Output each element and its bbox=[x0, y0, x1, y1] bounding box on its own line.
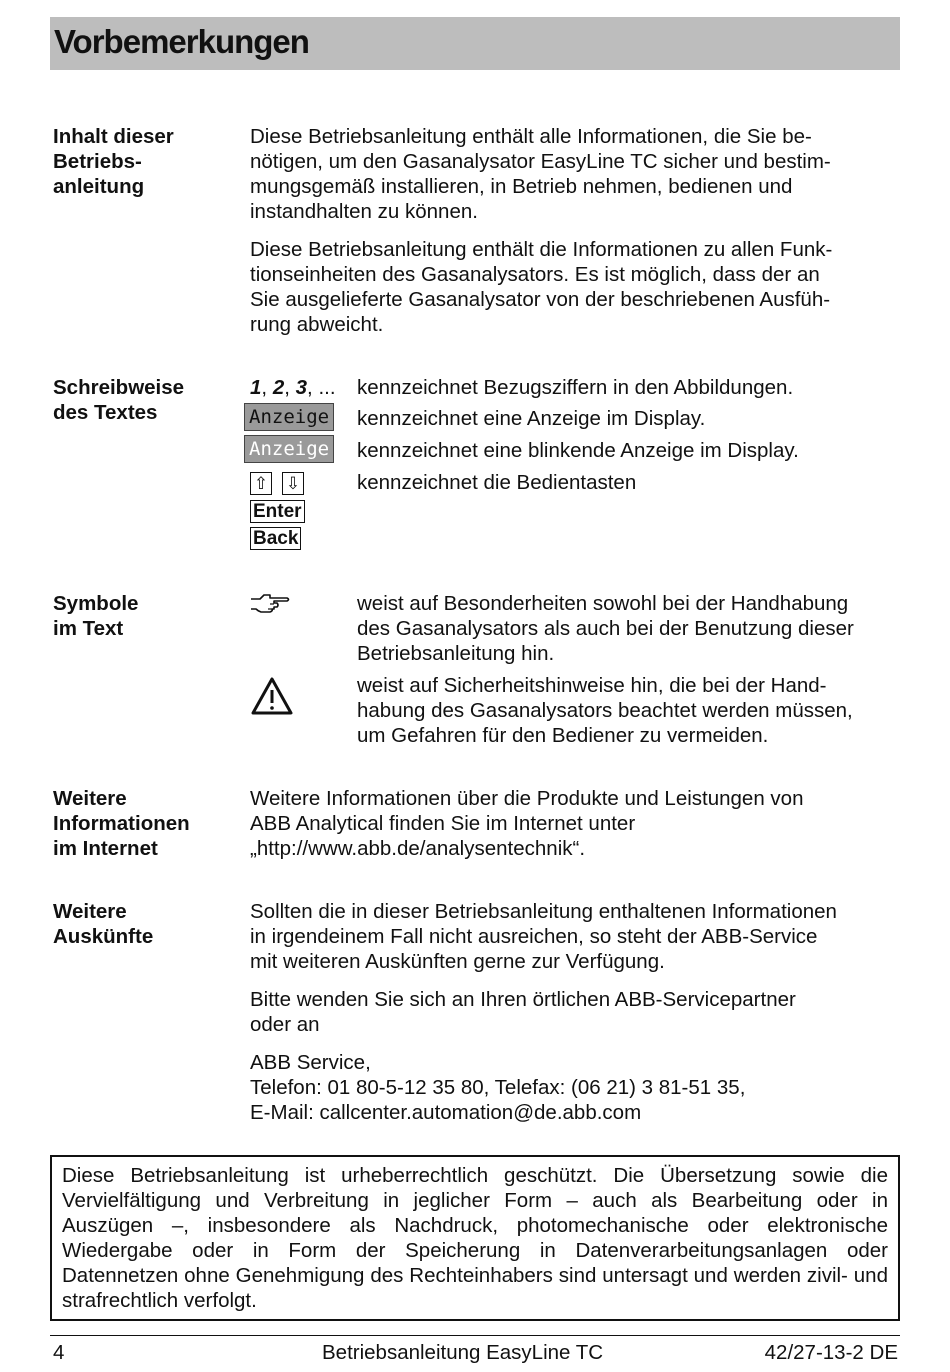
paragraph: Sollten die in dieser Betriebsanleitung enthaltenen Informationen in irgendeinem Fall nicht ausreichen, so steht der ABB-Service mit weiteren Auskünften gerne zur Verfügung. bbox=[250, 900, 837, 973]
warning-row bbox=[250, 673, 905, 753]
footer-doc-title: Betriebsanleitung EasyLine TC bbox=[322, 1341, 604, 1364]
section-body bbox=[250, 786, 905, 874]
section-label: Weitere Auskünfte bbox=[53, 900, 154, 948]
copyright-notice: Diese Betriebsanleitung ist urheberrechtlich geschützt. Die Übersetzung sowie die Vervielfältigung und Verbreitung in jeglicher Form – auch als Bearbeitung oder in Auszügen –, insbesondere als Nachdruck, photomechanische oder elektronische Wiedergabe oder in Form der Speicherung in Datenverarbeitungsanlagen oder Datennetzen ohne Genehmigung des Rechteinhabers sind untersagt und werden zivil- und strafrechtlich verfolgt. bbox=[50, 1155, 900, 1321]
display-row bbox=[250, 406, 905, 438]
pointing-hand-icon bbox=[250, 591, 350, 621]
paragraph: Diese Betriebsanleitung enthält die Informationen zu allen Funk- tionseinheiten des Gasanalysators. Es ist möglich, dass der an Sie ausgelieferte Gasanalysator von der beschriebenen Ausfüh- rung abweicht. bbox=[250, 238, 833, 336]
section-label: Symbole im Text bbox=[53, 592, 139, 640]
hint-description: weist auf Besonderheiten sowohl bei der Handhabung des Gasanalysators als auch bei der Benutzung dieser Betriebsanleitung hin. bbox=[357, 592, 854, 665]
section-body bbox=[250, 591, 905, 753]
title-bar bbox=[50, 17, 900, 70]
row-description: kennzeichnet Bezugsziffern in den Abbildungen. bbox=[357, 376, 794, 399]
footer-divider bbox=[50, 1335, 900, 1336]
blink-display-sample: Anzeige bbox=[244, 435, 334, 463]
keys-group bbox=[250, 470, 350, 552]
page-number: 4 bbox=[53, 1341, 65, 1364]
section-body bbox=[250, 899, 905, 1138]
numbers-row bbox=[250, 375, 905, 406]
page-title: Vorbemerkungen bbox=[54, 23, 309, 60]
row-description: kennzeichnet eine blinkende Anzeige im Display. bbox=[357, 439, 799, 462]
paragraph: Bitte wenden Sie sich an Ihren örtlichen ABB-Servicepartner oder an bbox=[250, 988, 796, 1036]
warning-description: weist auf Sicherheitshinweise hin, die bei der Hand- habung des Gasanalysators beachtet werden müssen, um Gefahren für den Bediener zu vermeiden. bbox=[357, 674, 853, 747]
paragraph: Weitere Informationen über die Produkte und Leistungen von ABB Analytical finden Sie im Internet unter „http://www.abb.de/analysentechnik“. bbox=[250, 787, 804, 860]
warning-triangle-icon bbox=[250, 676, 350, 722]
paragraph: Diese Betriebsanleitung enthält alle Informationen, die Sie be- nötigen, um den Gasanalysator EasyLine TC sicher und bestim- mungsgemäß installieren, in Betrieb nehmen, bedienen und instandhalten zu können. bbox=[250, 125, 831, 223]
section-body bbox=[250, 375, 905, 560]
enter-key-icon: Enter bbox=[250, 500, 305, 523]
reference-numbers: 1, 2, 3, ... bbox=[250, 376, 336, 399]
footer-doc-code: 42/27-13-2 DE bbox=[764, 1341, 898, 1364]
section-label: Schreibweise des Textes bbox=[53, 376, 185, 424]
row-description: kennzeichnet eine Anzeige im Display. bbox=[357, 407, 706, 430]
hint-row bbox=[250, 591, 905, 673]
arrow-up-key-icon: ⇧ bbox=[250, 472, 272, 495]
section-body bbox=[250, 124, 905, 350]
arrow-down-key-icon: ⇩ bbox=[282, 472, 304, 495]
back-key-icon: Back bbox=[250, 527, 301, 550]
blink-row bbox=[250, 438, 905, 470]
display-sample: Anzeige bbox=[244, 403, 334, 431]
keys-row bbox=[250, 470, 905, 560]
row-description: kennzeichnet die Bedientasten bbox=[357, 471, 637, 494]
contact-block: ABB Service, Telefon: 01 80-5-12 35 80, Telefax: (06 21) 3 81-51 35, E-Mail: callcenter.automation@de.abb.com bbox=[250, 1051, 746, 1124]
section-label: Weitere Informationen im Internet bbox=[53, 787, 190, 860]
section-label: Inhalt dieser Betriebs- anleitung bbox=[53, 125, 174, 198]
